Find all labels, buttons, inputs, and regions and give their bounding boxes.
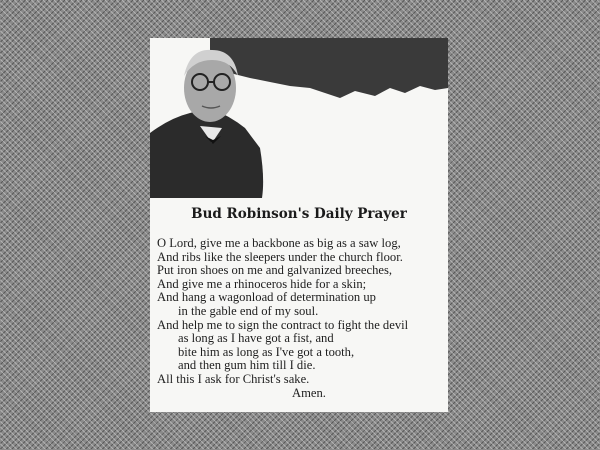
poem-line: and then gum him till I die. xyxy=(178,358,316,373)
poem-amen: Amen. xyxy=(292,385,326,400)
poem-line: bite him as long as I've got a tooth, xyxy=(178,344,355,359)
poem-line: as long as I have got a fist, and xyxy=(178,331,334,346)
poem-line: And hang a wagonload of determination up xyxy=(157,290,376,305)
document-page xyxy=(150,38,448,412)
portrait-photo xyxy=(150,38,448,198)
poem-line: And help me to sign the contract to fight the devil xyxy=(157,317,409,332)
poem-line: All this I ask for Christ's sake. xyxy=(157,371,310,386)
torn-dark-header xyxy=(210,38,448,98)
poem-line: in the gable end of my soul. xyxy=(178,303,319,318)
poem-line: Put iron shoes on me and galvanized breeches, xyxy=(157,263,393,278)
poem-line: And ribs like the sleepers under the church floor. xyxy=(157,249,403,264)
prayer-title: Bud Robinson's Daily Prayer xyxy=(191,206,407,222)
poem-line: O Lord, give me a backbone as big as a saw log, xyxy=(157,236,401,250)
poem-line: And give me a rhinoceros hide for a skin; xyxy=(157,276,367,291)
prayer-text xyxy=(157,237,408,400)
